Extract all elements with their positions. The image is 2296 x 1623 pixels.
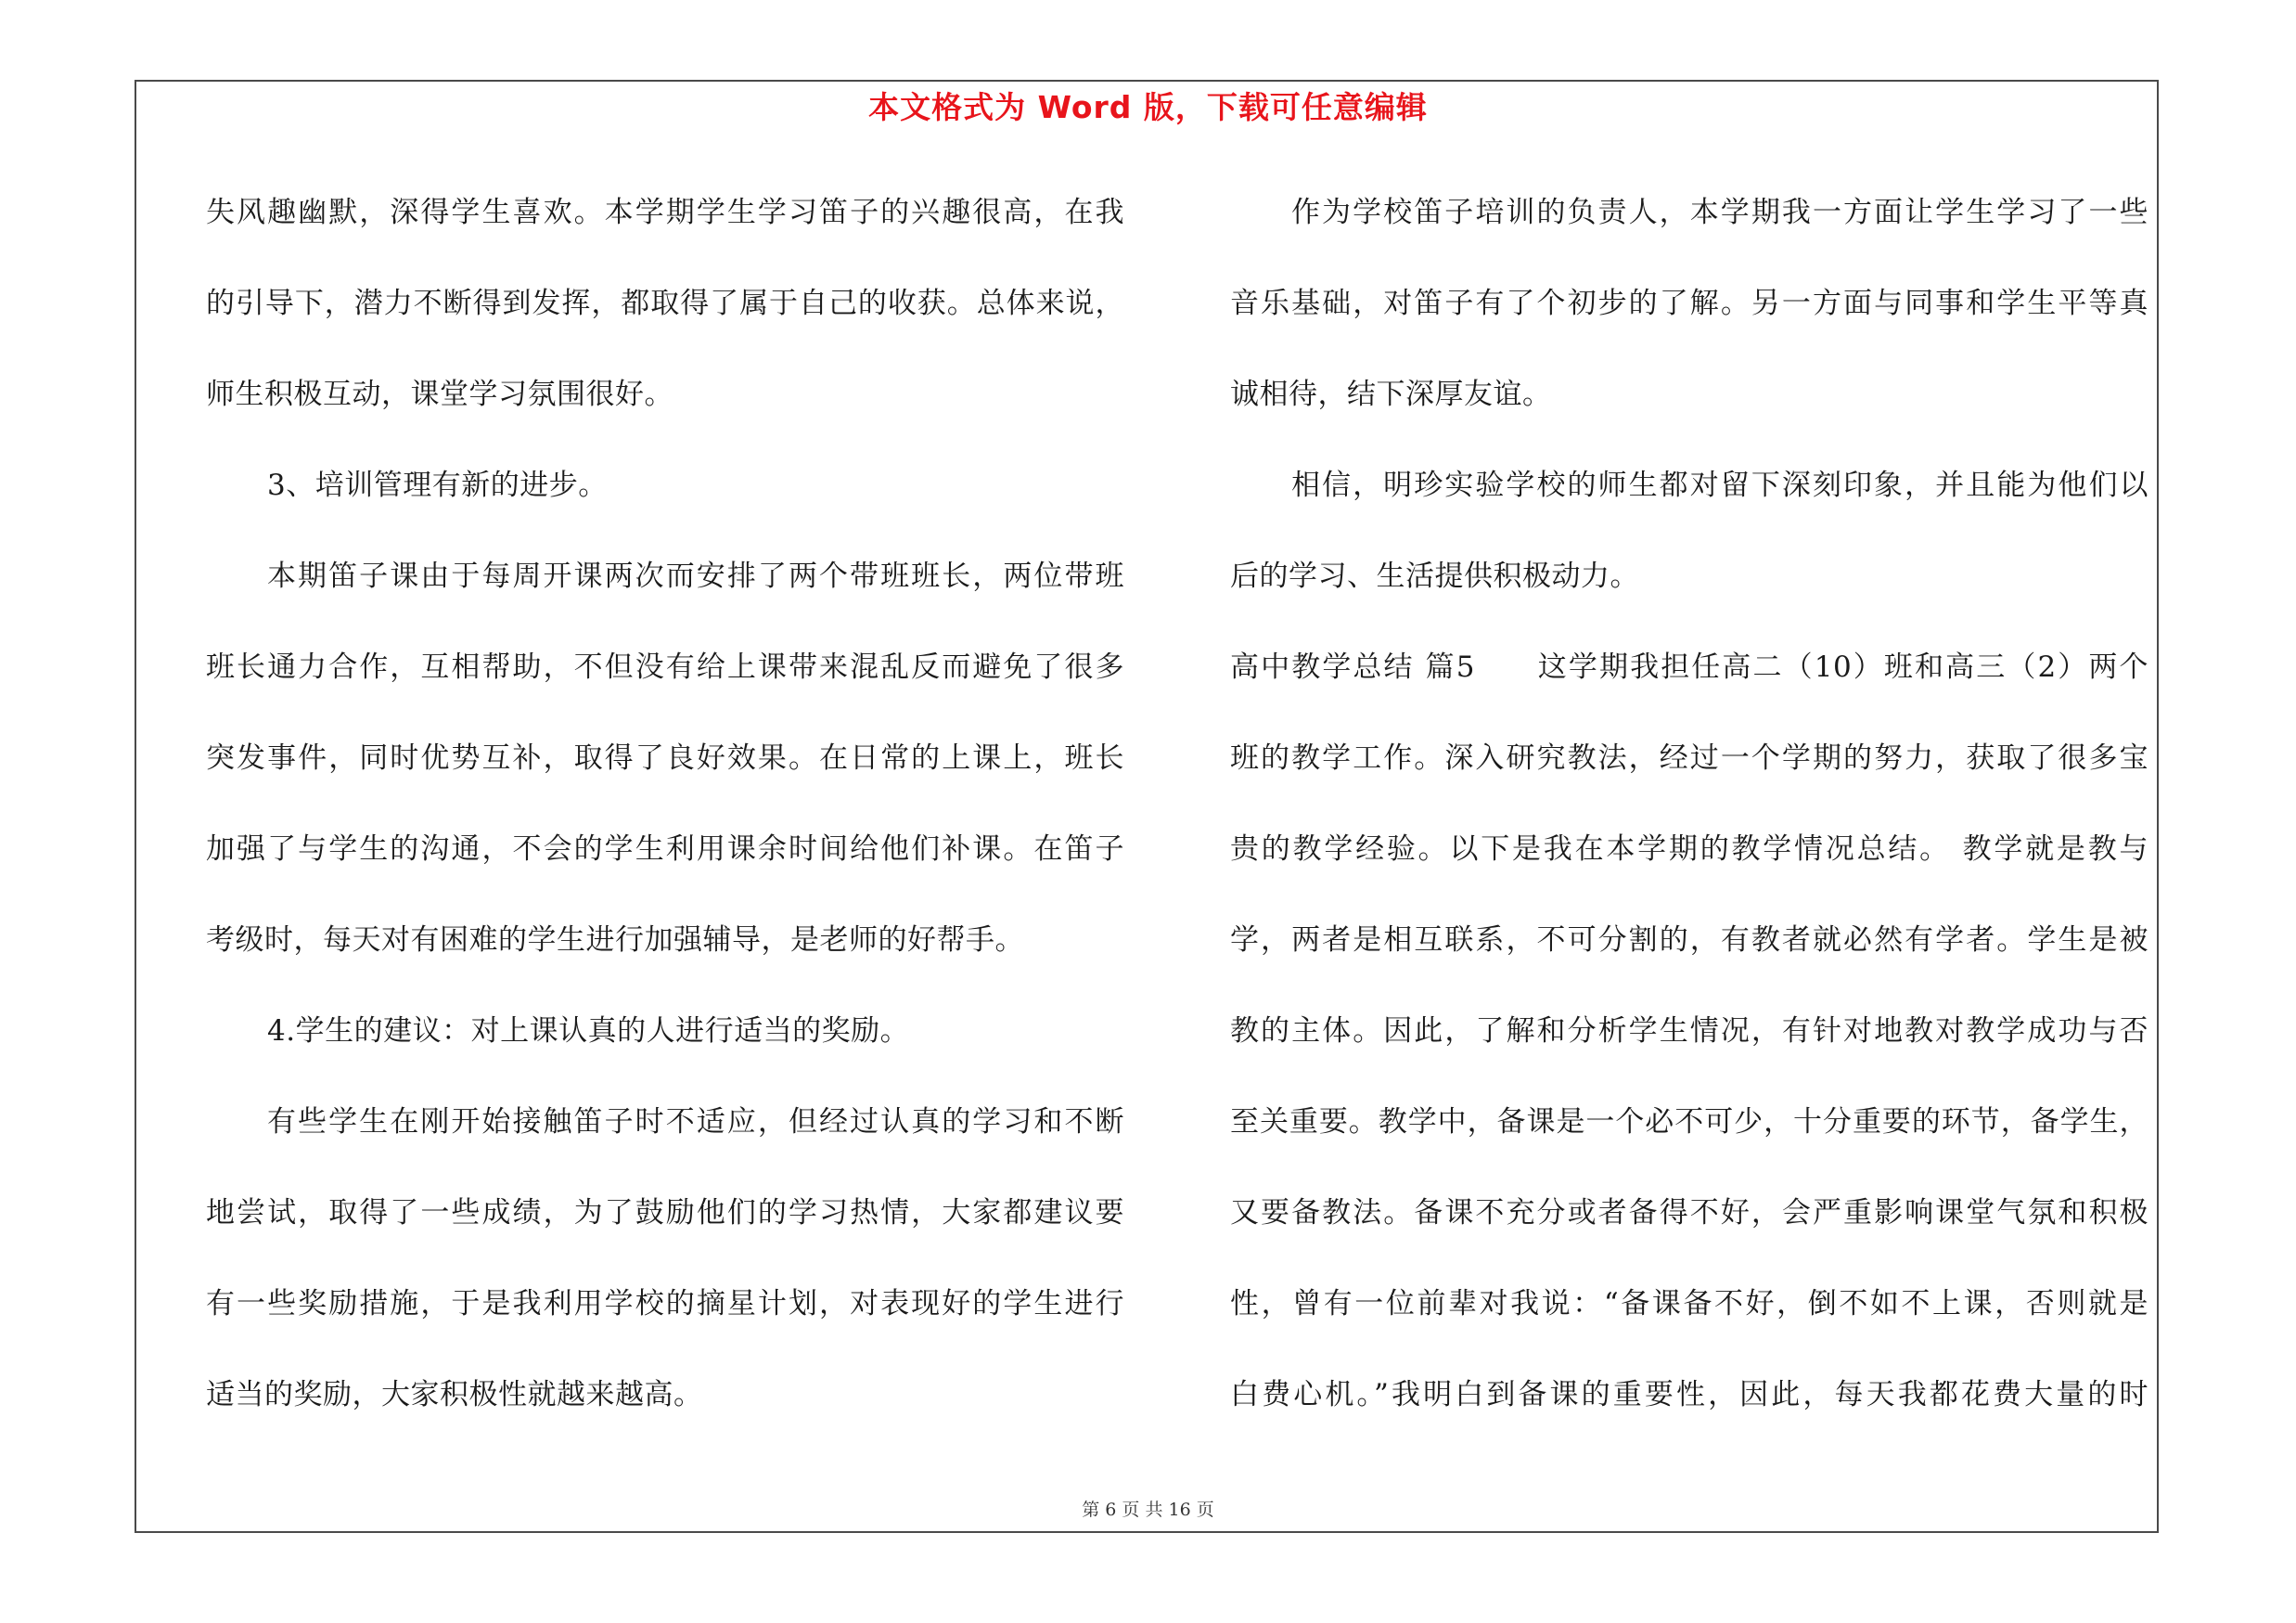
text-line: 地尝试，取得了一些成绩，为了鼓励他们的学习热情，大家都建议要	[206, 1196, 1124, 1230]
text-line: 作为学校笛子培训的负责人，本学期我一方面让学生学习了一些	[1291, 196, 2148, 229]
text-line: 4.学生的建议：对上课认真的人进行适当的奖励。	[267, 1014, 910, 1048]
text-line: 诚相待，结下深厚友谊。	[1230, 378, 1552, 411]
text-line: 失风趣幽默，深得学生喜欢。本学期学生学习笛子的兴趣很高，在我	[206, 196, 1124, 229]
left-column	[206, 176, 1124, 1449]
text-line: 突发事件，同时优势互补，取得了良好效果。在日常的上课上，班长	[206, 741, 1124, 775]
text-line: 相信，明珍实验学校的师生都对留下深刻印象，并且能为他们以	[1291, 469, 2148, 502]
text-line: 班长通力合作，互相帮助，不但没有给上课带来混乱反而避免了很多	[206, 650, 1124, 684]
right-column	[1230, 176, 2148, 1449]
text-line: 适当的奖励，大家积极性就越来越高。	[206, 1378, 703, 1411]
text-line: 的引导下，潜力不断得到发挥，都取得了属于自己的收获。总体来说，	[206, 287, 1124, 320]
page-number: 第 6 页 共 16 页	[1082, 1500, 1214, 1520]
text-line: 3、培训管理有新的进步。	[267, 469, 608, 502]
text-line: 考级时，每天对有困难的学生进行加强辅导，是老师的好帮手。	[206, 923, 1024, 957]
text-line: 后的学习、生活提供积极动力。	[1230, 560, 1639, 593]
text-line: 班的教学工作。深入研究教法，经过一个学期的努力，获取了很多宝	[1230, 741, 2148, 775]
text-line: 学，两者是相互联系，不可分割的，有教者就必然有学者。学生是被	[1230, 923, 2148, 957]
text-line: 性，曾有一位前辈对我说：“备课备不好，倒不如不上课，否则就是	[1230, 1287, 2148, 1320]
text-line: 加强了与学生的沟通，不会的学生利用课余时间给他们补课。在笛子	[206, 832, 1124, 866]
text-line: 白费心机。”我明白到备课的重要性，因此，每天我都花费大量的时	[1230, 1378, 2148, 1411]
text-line: 贵的教学经验。以下是我在本学期的教学情况总结。 教学就是教与	[1230, 832, 2148, 866]
text-line: 音乐基础，对笛子有了个初步的了解。另一方面与同事和学生平等真	[1230, 287, 2148, 320]
text-line: 至关重要。教学中，备课是一个必不可少，十分重要的环节，备学生，	[1230, 1105, 2148, 1139]
text-line: 高中教学总结 篇5 这学期我担任高二（10）班和高三（2）两个	[1230, 650, 2148, 684]
text-line: 师生积极互动，课堂学习氛围很好。	[206, 378, 673, 411]
text-line: 本期笛子课由于每周开课两次而安排了两个带班班长，两位带班	[267, 560, 1124, 593]
text-line: 有一些奖励措施，于是我利用学校的摘星计划，对表现好的学生进行	[206, 1287, 1124, 1320]
text-line: 又要备教法。备课不充分或者备得不好，会严重影响课堂气氛和积极	[1230, 1196, 2148, 1230]
header-banner: 本文格式为 Word 版，下载可任意编辑	[868, 89, 1428, 125]
text-line: 教的主体。因此，了解和分析学生情况，有针对地教对教学成功与否	[1230, 1014, 2148, 1048]
text-line: 有些学生在刚开始接触笛子时不适应，但经过认真的学习和不断	[267, 1105, 1124, 1139]
